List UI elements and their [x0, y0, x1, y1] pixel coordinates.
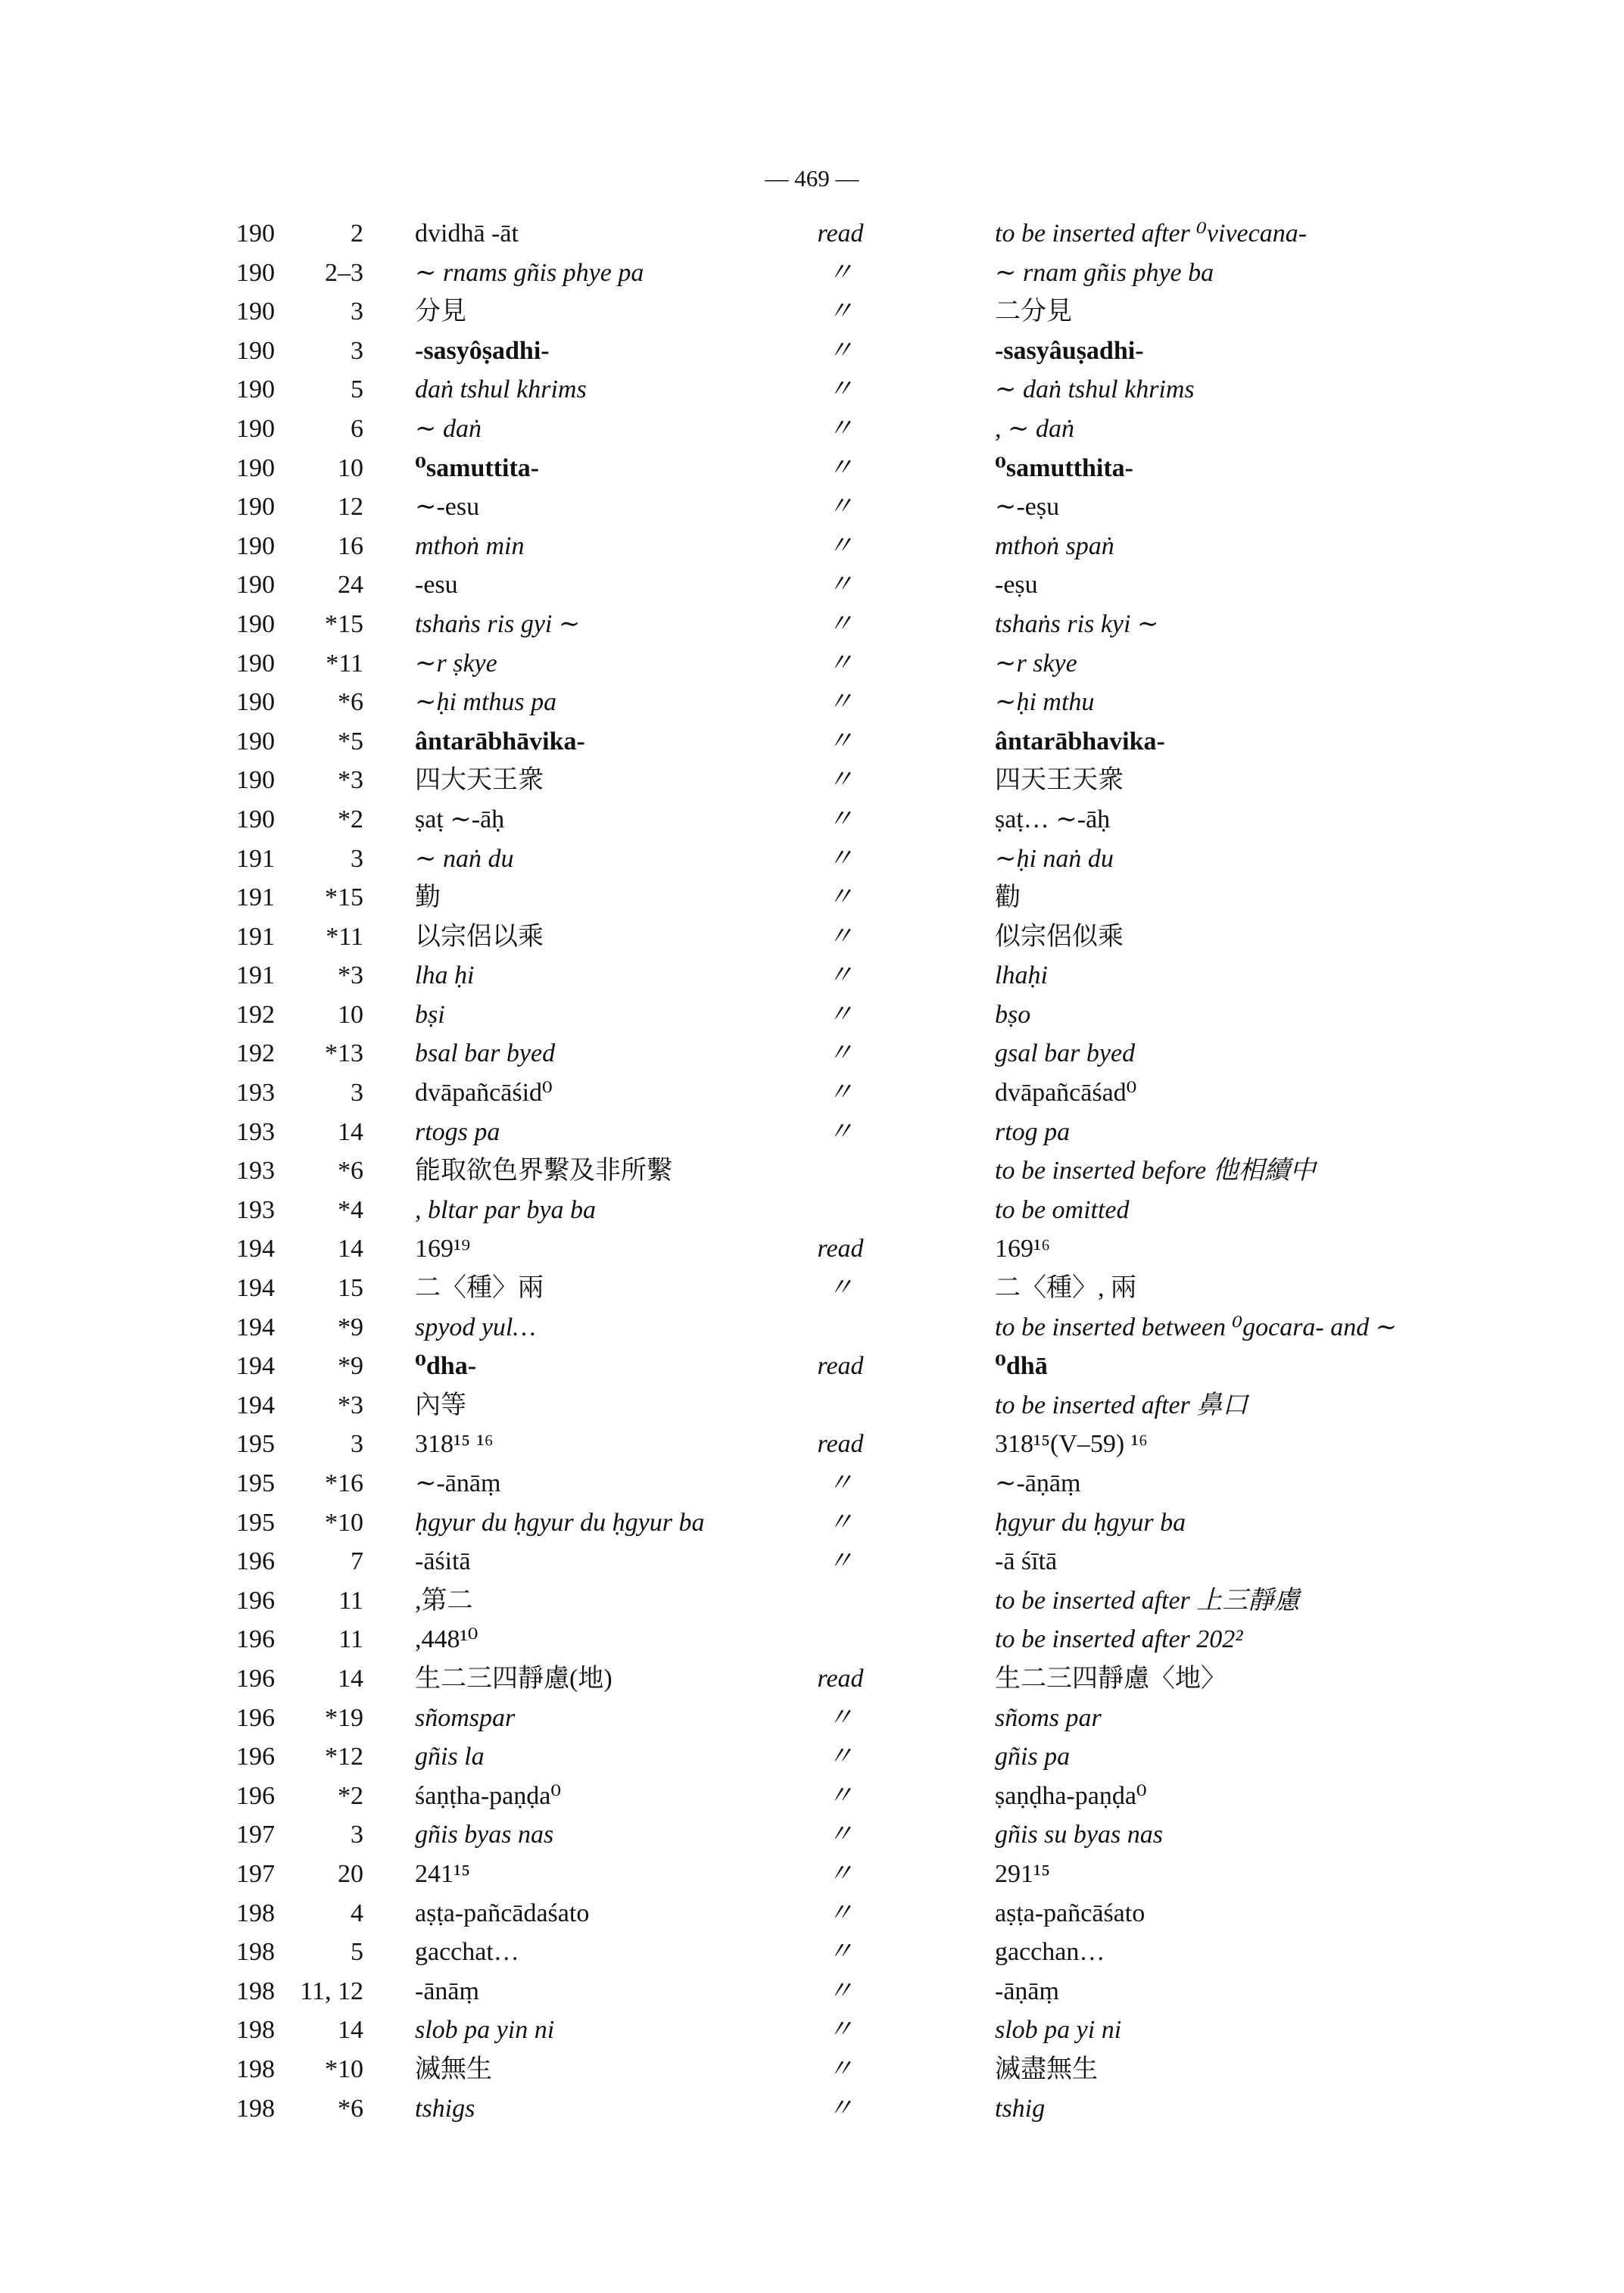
corrected-text: dvāpañcāśad⁰ — [995, 1079, 1137, 1108]
page-ref: 193 — [236, 1079, 275, 1108]
erroneous-text: sñomspar — [415, 1703, 516, 1732]
corrected-text: ṣaṭ… ∼-āḥ — [995, 805, 1111, 833]
errata-row — [0, 1581, 1624, 1621]
errata-row — [0, 1737, 1624, 1777]
corrected-text: tshig — [995, 2094, 1046, 2123]
corrected-text: 二〈種〉, 兩 — [995, 1274, 1136, 1303]
erroneous-text: -sasyôṣadhi- — [415, 336, 550, 365]
erroneous-text: 169¹⁹ — [415, 1235, 471, 1263]
line-ref: 10 — [338, 1000, 363, 1029]
erroneous-text: 生二三四靜慮(地) — [415, 1664, 613, 1693]
page-ref: 190 — [236, 258, 275, 287]
errata-row — [0, 1425, 1624, 1464]
page-ref: 190 — [236, 649, 275, 678]
corrected-text: -sasyâuṣadhi- — [995, 336, 1144, 365]
action-mark: 〃 — [828, 2055, 853, 2083]
page-ref: 194 — [236, 1352, 275, 1381]
erroneous-text: 以宗侶以乘 — [415, 922, 544, 951]
action-mark: read — [817, 1664, 864, 1693]
page-ref: 190 — [236, 298, 275, 326]
line-ref: 5 — [351, 1938, 363, 1967]
erroneous-text: mthoṅ min — [415, 531, 525, 560]
line-ref: 11 — [338, 1625, 363, 1654]
errata-row — [0, 1659, 1624, 1699]
action-mark: 〃 — [828, 922, 853, 951]
action-mark: 〃 — [828, 805, 853, 833]
erroneous-text: ∼ naṅ du — [415, 844, 514, 873]
errata-row — [0, 956, 1624, 995]
line-ref: 15 — [338, 1274, 363, 1303]
erroneous-text: lha ḥi — [415, 961, 475, 990]
errata-row — [0, 254, 1624, 293]
page-ref: 198 — [236, 2016, 275, 2045]
line-ref: *10 — [325, 2055, 363, 2083]
line-ref: *11 — [326, 922, 363, 951]
errata-row — [0, 527, 1624, 566]
corrected-text: , ∼ daṅ — [995, 414, 1074, 443]
page-ref: 190 — [236, 609, 275, 638]
erroneous-text: ,第二 — [415, 1586, 473, 1615]
action-mark: 〃 — [828, 375, 853, 404]
errata-row — [0, 370, 1624, 410]
line-ref: 24 — [338, 571, 363, 600]
corrected-text: 二分見 — [995, 298, 1072, 326]
action-mark: 〃 — [828, 1469, 853, 1497]
errata-row — [0, 449, 1624, 488]
corrected-text: 四天王天衆 — [995, 766, 1124, 795]
errata-row — [0, 1034, 1624, 1073]
corrected-text: -eṣu — [995, 571, 1038, 600]
errata-row — [0, 1386, 1624, 1425]
page-ref: 190 — [236, 531, 275, 560]
line-ref: *9 — [338, 1313, 363, 1341]
corrected-text: to be inserted before 他相續中 — [995, 1157, 1316, 1185]
corrected-text: to be omitted — [995, 1195, 1130, 1224]
page-ref: 198 — [236, 1938, 275, 1967]
errata-row — [0, 683, 1624, 722]
action-mark: read — [817, 220, 864, 248]
corrected-text: gñis su byas nas — [995, 1821, 1163, 1849]
errata-row — [0, 2011, 1624, 2050]
corrected-text: ∼r skye — [995, 649, 1077, 678]
erroneous-text: -āśitā — [415, 1547, 471, 1576]
errata-row — [0, 410, 1624, 449]
line-ref: *13 — [325, 1039, 363, 1068]
erroneous-text: ṣaṭ ∼-āḥ — [415, 805, 505, 833]
action-mark: 〃 — [828, 883, 853, 912]
erroneous-text: slob pa yin ni — [415, 2016, 555, 2045]
line-ref: *6 — [338, 2094, 363, 2123]
erroneous-text: ⁰samuttita- — [415, 453, 540, 482]
page-ref: 190 — [236, 453, 275, 482]
action-mark: 〃 — [828, 1899, 853, 1927]
line-ref: *3 — [338, 766, 363, 795]
page-ref: 191 — [236, 961, 275, 990]
errata-row — [0, 292, 1624, 332]
page-ref: 190 — [236, 220, 275, 248]
page-ref: 190 — [236, 336, 275, 365]
page-ref: 190 — [236, 805, 275, 833]
line-ref: 3 — [351, 298, 363, 326]
erroneous-text: spyod yul… — [415, 1313, 536, 1341]
page-ref: 194 — [236, 1313, 275, 1341]
erroneous-text: 滅無生 — [415, 2055, 492, 2083]
corrected-text: lhaḥi — [995, 961, 1048, 990]
erroneous-text: ∼-esu — [415, 493, 480, 522]
line-ref: 14 — [338, 1235, 363, 1263]
line-ref: *6 — [338, 688, 363, 717]
corrected-text: ∼ rnam gñis phye ba — [995, 258, 1214, 287]
erroneous-text: 二〈種〉兩 — [415, 1274, 544, 1303]
corrected-text: ⁰samutthita- — [995, 453, 1133, 482]
line-ref: 14 — [338, 1664, 363, 1693]
erroneous-text: dvidhā -āt — [415, 220, 519, 248]
errata-row — [0, 1151, 1624, 1191]
action-mark: 〃 — [828, 336, 853, 365]
corrected-text: 169¹⁶ — [995, 1235, 1051, 1263]
erroneous-text: 能取欲色界繫及非所繫 — [415, 1157, 672, 1185]
line-ref: *2 — [338, 805, 363, 833]
erroneous-text: ∼ rnams gñis phye pa — [415, 258, 644, 287]
page-ref: 190 — [236, 375, 275, 404]
page-ref: 196 — [236, 1664, 275, 1693]
action-mark: read — [817, 1235, 864, 1263]
errata-row — [0, 1191, 1624, 1230]
erroneous-text: 241¹⁵ — [415, 1859, 471, 1888]
errata-row — [0, 488, 1624, 527]
corrected-text: ântarābhavika- — [995, 727, 1165, 756]
erroneous-text: daṅ tshul khrims — [415, 375, 587, 404]
line-ref: *3 — [338, 961, 363, 990]
action-mark: 〃 — [828, 1079, 853, 1108]
corrected-text: ṣaṇḍha-paṇḍa⁰ — [995, 1781, 1147, 1810]
corrected-text: 生二三四靜慮〈地〉 — [995, 1664, 1227, 1693]
errata-row — [0, 605, 1624, 644]
corrected-text: ∼ḥi naṅ du — [995, 844, 1114, 873]
line-ref: 11 — [338, 1586, 363, 1615]
page-ref: 194 — [236, 1391, 275, 1419]
page-ref: 192 — [236, 1000, 275, 1029]
erroneous-text: rtogs pa — [415, 1117, 500, 1146]
errata-row — [0, 1894, 1624, 1933]
line-ref: *16 — [325, 1469, 363, 1497]
erroneous-text: ∼r ṣkye — [415, 649, 497, 678]
corrected-text: -ā śītā — [995, 1547, 1058, 1576]
errata-row — [0, 1620, 1624, 1659]
erroneous-text: 內等 — [415, 1391, 466, 1419]
corrected-text: slob pa yi ni — [995, 2016, 1122, 2045]
action-mark: 〃 — [828, 609, 853, 638]
line-ref: 2–3 — [325, 258, 363, 287]
line-ref: *19 — [325, 1703, 363, 1732]
erroneous-text: 四大天王衆 — [415, 766, 544, 795]
action-mark: 〃 — [828, 1938, 853, 1967]
corrected-text: aṣṭa-pañcāśato — [995, 1899, 1146, 1927]
corrected-text: -āṇāṃ — [995, 1977, 1059, 2005]
line-ref: *11 — [326, 649, 363, 678]
line-ref: 20 — [338, 1859, 363, 1888]
page-ref: 198 — [236, 2094, 275, 2123]
page-ref: 191 — [236, 883, 275, 912]
errata-row — [0, 995, 1624, 1035]
action-mark: 〃 — [828, 414, 853, 443]
line-ref: *2 — [338, 1781, 363, 1810]
page-ref: 190 — [236, 688, 275, 717]
errata-row — [0, 1503, 1624, 1543]
errata-row — [0, 918, 1624, 957]
action-mark: 〃 — [828, 493, 853, 522]
page-ref: 197 — [236, 1859, 275, 1888]
erroneous-text: ⁰dha- — [415, 1352, 477, 1381]
action-mark: 〃 — [828, 1743, 853, 1771]
page-ref: 190 — [236, 493, 275, 522]
erroneous-text: tshigs — [415, 2094, 475, 2123]
corrected-text: ⁰dhā — [995, 1352, 1048, 1381]
page-ref: 196 — [236, 1625, 275, 1654]
corrected-text: rtog pa — [995, 1117, 1071, 1146]
action-mark: 〃 — [828, 961, 853, 990]
action-mark: 〃 — [828, 1508, 853, 1537]
action-mark: 〃 — [828, 258, 853, 287]
line-ref: 5 — [351, 375, 363, 404]
corrected-text: to be inserted after 上三靜慮 — [995, 1586, 1300, 1615]
errata-row — [0, 800, 1624, 840]
page-ref: 198 — [236, 1977, 275, 2005]
erroneous-text: ∼ daṅ — [415, 414, 482, 443]
erroneous-text: gñis byas nas — [415, 1821, 554, 1849]
line-ref: 3 — [351, 844, 363, 873]
page-ref: 193 — [236, 1195, 275, 1224]
erroneous-text: tshaṅs ris gyi ∼ — [415, 609, 581, 638]
corrected-text: ∼-āṇāṃ — [995, 1469, 1081, 1497]
line-ref: *15 — [325, 883, 363, 912]
erroneous-text: ântarābhāvika- — [415, 727, 585, 756]
line-ref: 7 — [351, 1547, 363, 1576]
action-mark: 〃 — [828, 727, 853, 756]
corrected-text: tshaṅs ris kyi ∼ — [995, 609, 1159, 638]
errata-row — [0, 1308, 1624, 1347]
page-ref: 195 — [236, 1430, 275, 1459]
line-ref: *15 — [325, 609, 363, 638]
erroneous-text: gacchat… — [415, 1938, 519, 1967]
corrected-text: 318¹⁵(V–59) ¹⁶ — [995, 1430, 1148, 1459]
page-ref: 194 — [236, 1235, 275, 1263]
action-mark: 〃 — [828, 844, 853, 873]
action-mark: 〃 — [828, 571, 853, 600]
errata-row — [0, 1815, 1624, 1855]
line-ref: *5 — [338, 727, 363, 756]
erroneous-text: śaṇṭha-paṇḍa⁰ — [415, 1781, 561, 1810]
page-ref: 196 — [236, 1703, 275, 1732]
errata-row — [0, 1347, 1624, 1386]
line-ref: 14 — [338, 1117, 363, 1146]
page-ref: 192 — [236, 1039, 275, 1068]
action-mark: 〃 — [828, 766, 853, 795]
erroneous-text: 分見 — [415, 298, 466, 326]
line-ref: *3 — [338, 1391, 363, 1419]
errata-row — [0, 214, 1624, 254]
page-ref: 195 — [236, 1508, 275, 1537]
action-mark: 〃 — [828, 1117, 853, 1146]
line-ref: 11, 12 — [300, 1977, 363, 2005]
corrected-text: ∼ḥi mthu — [995, 688, 1095, 717]
errata-row — [0, 1777, 1624, 1816]
erroneous-text: aṣṭa-pañcādaśato — [415, 1899, 590, 1927]
corrected-text: gacchan… — [995, 1938, 1105, 1967]
action-mark: 〃 — [828, 453, 853, 482]
errata-row — [0, 878, 1624, 918]
errata-row — [0, 2089, 1624, 2129]
page-ref: 196 — [236, 1547, 275, 1576]
corrected-text: bṣo — [995, 1000, 1031, 1029]
errata-row — [0, 1073, 1624, 1113]
line-ref: *4 — [338, 1195, 363, 1224]
action-mark: read — [817, 1352, 864, 1381]
line-ref: *6 — [338, 1157, 363, 1185]
page-ref: 190 — [236, 571, 275, 600]
line-ref: 14 — [338, 2016, 363, 2045]
line-ref: 3 — [351, 1821, 363, 1849]
corrected-text: to be inserted after 202² — [995, 1625, 1243, 1654]
errata-row — [0, 840, 1624, 879]
erroneous-text: ∼-ānāṃ — [415, 1469, 501, 1497]
line-ref: 10 — [338, 453, 363, 482]
page-ref: 191 — [236, 844, 275, 873]
erroneous-text: dvāpañcāśid⁰ — [415, 1079, 553, 1108]
line-ref: *12 — [325, 1743, 363, 1771]
action-mark: 〃 — [828, 1977, 853, 2005]
errata-row — [0, 332, 1624, 371]
erroneous-text: bṣi — [415, 1000, 445, 1029]
page-ref: 194 — [236, 1274, 275, 1303]
action-mark: 〃 — [828, 1274, 853, 1303]
line-ref: 16 — [338, 531, 363, 560]
line-ref: 2 — [351, 220, 363, 248]
errata-row — [0, 1229, 1624, 1269]
page-ref: 191 — [236, 922, 275, 951]
errata-row — [0, 644, 1624, 684]
erroneous-text: 勤 — [415, 883, 441, 912]
page-ref: 197 — [236, 1821, 275, 1849]
action-mark: 〃 — [828, 1703, 853, 1732]
action-mark: 〃 — [828, 649, 853, 678]
line-ref: 3 — [351, 336, 363, 365]
errata-row — [0, 761, 1624, 800]
page-ref: 193 — [236, 1157, 275, 1185]
line-ref: *10 — [325, 1508, 363, 1537]
action-mark: 〃 — [828, 298, 853, 326]
page-ref: 196 — [236, 1781, 275, 1810]
line-ref: *9 — [338, 1352, 363, 1381]
page-ref: 196 — [236, 1743, 275, 1771]
line-ref: 3 — [351, 1430, 363, 1459]
errata-row — [0, 1464, 1624, 1503]
corrected-text: to be inserted after 鼻口 — [995, 1391, 1248, 1419]
action-mark: 〃 — [828, 2016, 853, 2045]
line-ref: 3 — [351, 1079, 363, 1108]
action-mark: 〃 — [828, 1000, 853, 1029]
action-mark: read — [817, 1430, 864, 1459]
action-mark: 〃 — [828, 688, 853, 717]
errata-row — [0, 1933, 1624, 1972]
erroneous-text: ,448¹⁰ — [415, 1625, 478, 1654]
erroneous-text: bsal bar byed — [415, 1039, 556, 1068]
line-ref: 6 — [351, 414, 363, 443]
page-ref: 196 — [236, 1586, 275, 1615]
errata-row — [0, 565, 1624, 605]
corrected-text: gsal bar byed — [995, 1039, 1136, 1068]
corrected-text: ∼-eṣu — [995, 493, 1060, 522]
action-mark: 〃 — [828, 1821, 853, 1849]
action-mark: 〃 — [828, 1547, 853, 1576]
corrected-text: 勸 — [995, 883, 1021, 912]
corrected-text: 似宗侶似乘 — [995, 922, 1124, 951]
errata-table — [0, 214, 1624, 2128]
page-ref: 198 — [236, 1899, 275, 1927]
errata-row — [0, 1699, 1624, 1738]
erroneous-text: , bltar par bya ba — [415, 1195, 596, 1224]
errata-row — [0, 1113, 1624, 1152]
action-mark: 〃 — [828, 531, 853, 560]
corrected-text: gñis pa — [995, 1743, 1071, 1771]
page-ref: 190 — [236, 766, 275, 795]
action-mark: 〃 — [828, 1781, 853, 1810]
corrected-text: mthoṅ spaṅ — [995, 531, 1114, 560]
erroneous-text: -ānāṃ — [415, 1977, 479, 2005]
action-mark: 〃 — [828, 2094, 853, 2123]
errata-row — [0, 1542, 1624, 1581]
errata-row — [0, 1855, 1624, 1894]
errata-row — [0, 2050, 1624, 2089]
page-ref: 190 — [236, 727, 275, 756]
corrected-text: 291¹⁵ — [995, 1859, 1051, 1888]
action-mark: 〃 — [828, 1859, 853, 1888]
erroneous-text: ∼ḥi mthus pa — [415, 688, 557, 717]
page-number: — 469 — — [765, 165, 859, 192]
erroneous-text: -esu — [415, 571, 458, 600]
corrected-text: sñoms par — [995, 1703, 1102, 1732]
action-mark: 〃 — [828, 1039, 853, 1068]
errata-row — [0, 1269, 1624, 1308]
erroneous-text: 318¹⁵ ¹⁶ — [415, 1430, 494, 1459]
line-ref: 4 — [351, 1899, 363, 1927]
page-ref: 190 — [236, 414, 275, 443]
corrected-text: to be inserted between ⁰gocara- and ∼ — [995, 1313, 1398, 1341]
page-ref: 195 — [236, 1469, 275, 1497]
line-ref: 12 — [338, 493, 363, 522]
corrected-text: 滅盡無生 — [995, 2055, 1098, 2083]
corrected-text: to be inserted after ⁰vivecana- — [995, 220, 1308, 248]
errata-row — [0, 1972, 1624, 2011]
erroneous-text: ḥgyur du ḥgyur du ḥgyur ba — [415, 1508, 705, 1537]
page-ref: 198 — [236, 2055, 275, 2083]
corrected-text: ḥgyur du ḥgyur ba — [995, 1508, 1186, 1537]
erroneous-text: gñis la — [415, 1743, 485, 1771]
errata-row — [0, 722, 1624, 762]
corrected-text: ∼ daṅ tshul khrims — [995, 375, 1195, 404]
page-ref: 193 — [236, 1117, 275, 1146]
